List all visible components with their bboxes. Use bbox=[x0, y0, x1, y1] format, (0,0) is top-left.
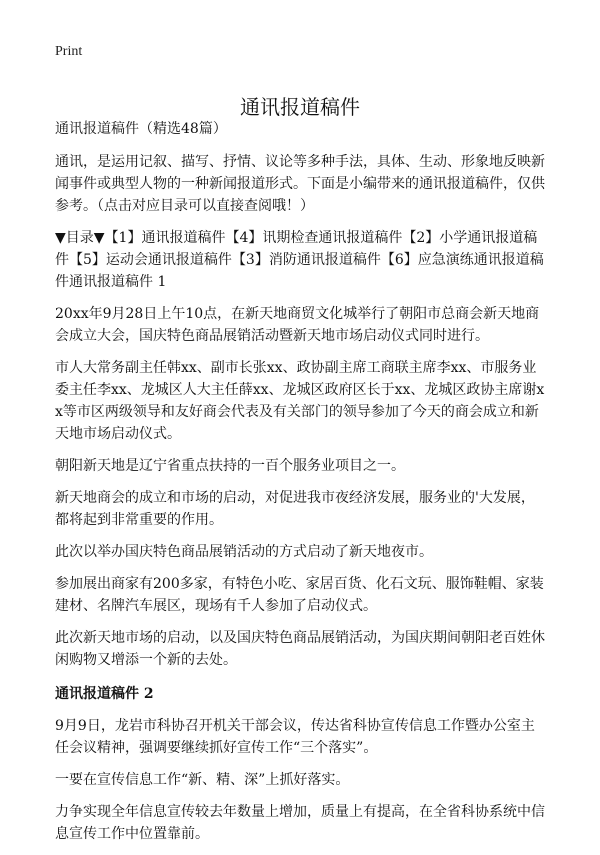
section-1-paragraph: 参加展出商家有200多家，有特色小吃、家居百货、化石文玩、服饰鞋帽、家装建材、名牌汽车展区，现场有千人参加了启动仪式。 bbox=[55, 576, 544, 614]
section-1-paragraph: 此次以举办国庆特色商品展销活动的方式启动了新天地夜市。 bbox=[55, 544, 433, 560]
table-of-contents bbox=[55, 227, 545, 293]
toc-suffix: 通讯报道稿件 1 bbox=[69, 274, 167, 290]
print-link[interactable]: Print bbox=[55, 44, 83, 59]
section-2-paragraph: 一要在宣传信息工作“新、精、深”上抓好落实。 bbox=[55, 772, 350, 788]
section-1-paragraph: 朝阳新天地是辽宁省重点扶持的一百个服务业项目之一。 bbox=[55, 458, 405, 474]
toc-item[interactable]: 【2】小学通讯报道稿件 bbox=[55, 230, 538, 268]
page-title: 通讯报道稿件 bbox=[240, 95, 360, 120]
section-1-paragraph: 新天地商会的成立和市场的启动，对促进我市夜经济发展，服务业的'大发展，都将起到非常重要的作用。 bbox=[55, 490, 535, 528]
toc-item[interactable]: 【6】应急演练通讯报道稿件 bbox=[55, 252, 544, 290]
toc-prefix: ▼目录▼ bbox=[55, 230, 105, 246]
section-2-paragraph: 9月9日，龙岩市科协召开机关干部会议，传达省科协宣传信息工作暨办公室主任会议精神，强调要继续抓好宣传工作“三个落实”。 bbox=[55, 718, 535, 756]
section-1-paragraph: 市人大常务副主任韩xx、副市长张xx、政协副主席工商联主席李xx、市服务业委主任李xx、龙城区人大主任薛xx、龙城区政府区长于xx、龙城区政协主席谢xx等市区两级领导和友好商会代表及有关部门的领导参加了今天的商会成立和新天地市场启动仪式。 bbox=[55, 360, 545, 442]
intro-paragraph: 通讯，是运用记叙、描写、抒情、议论等多种手法，具体、生动、形象地反映新闻事件或典型人物的一种新闻报道形式。下面是小编带来的通讯报道稿件，仅供参考。（点击对应目录可以直接查阅哦！） bbox=[55, 154, 545, 214]
toc-item[interactable]: 【3】消防通讯报道稿件 bbox=[231, 252, 381, 268]
section-2-paragraph: 力争实现全年信息宣传较去年数量上增加，质量上有提高，在全省科协系统中信息宣传工作中位置靠前。 bbox=[55, 804, 545, 842]
section-1-paragraph: 20xx年9月28日上午10点，在新天地商贸文化城举行了朝阳市总商会新天地商会成立大会，国庆特色商品展销活动暨新天地市场启动仪式同时进行。 bbox=[55, 306, 540, 344]
article-body bbox=[55, 118, 545, 855]
toc-item[interactable]: 【5】运动会通讯报道稿件 bbox=[69, 252, 232, 268]
toc-item[interactable]: 【1】通讯报道稿件 bbox=[104, 230, 226, 246]
section-1-paragraph: 此次新天地市场的启动，以及国庆特色商品展销活动，为国庆期间朝阳老百姓休闲购物又增添一个新的去处。 bbox=[55, 630, 545, 668]
article-subtitle: 通讯报道稿件（精选48篇） bbox=[55, 121, 227, 137]
toc-item[interactable]: 【4】讯期检查通讯报道稿件 bbox=[225, 230, 403, 246]
section-2-heading: 通讯报道稿件 2 bbox=[55, 686, 154, 702]
